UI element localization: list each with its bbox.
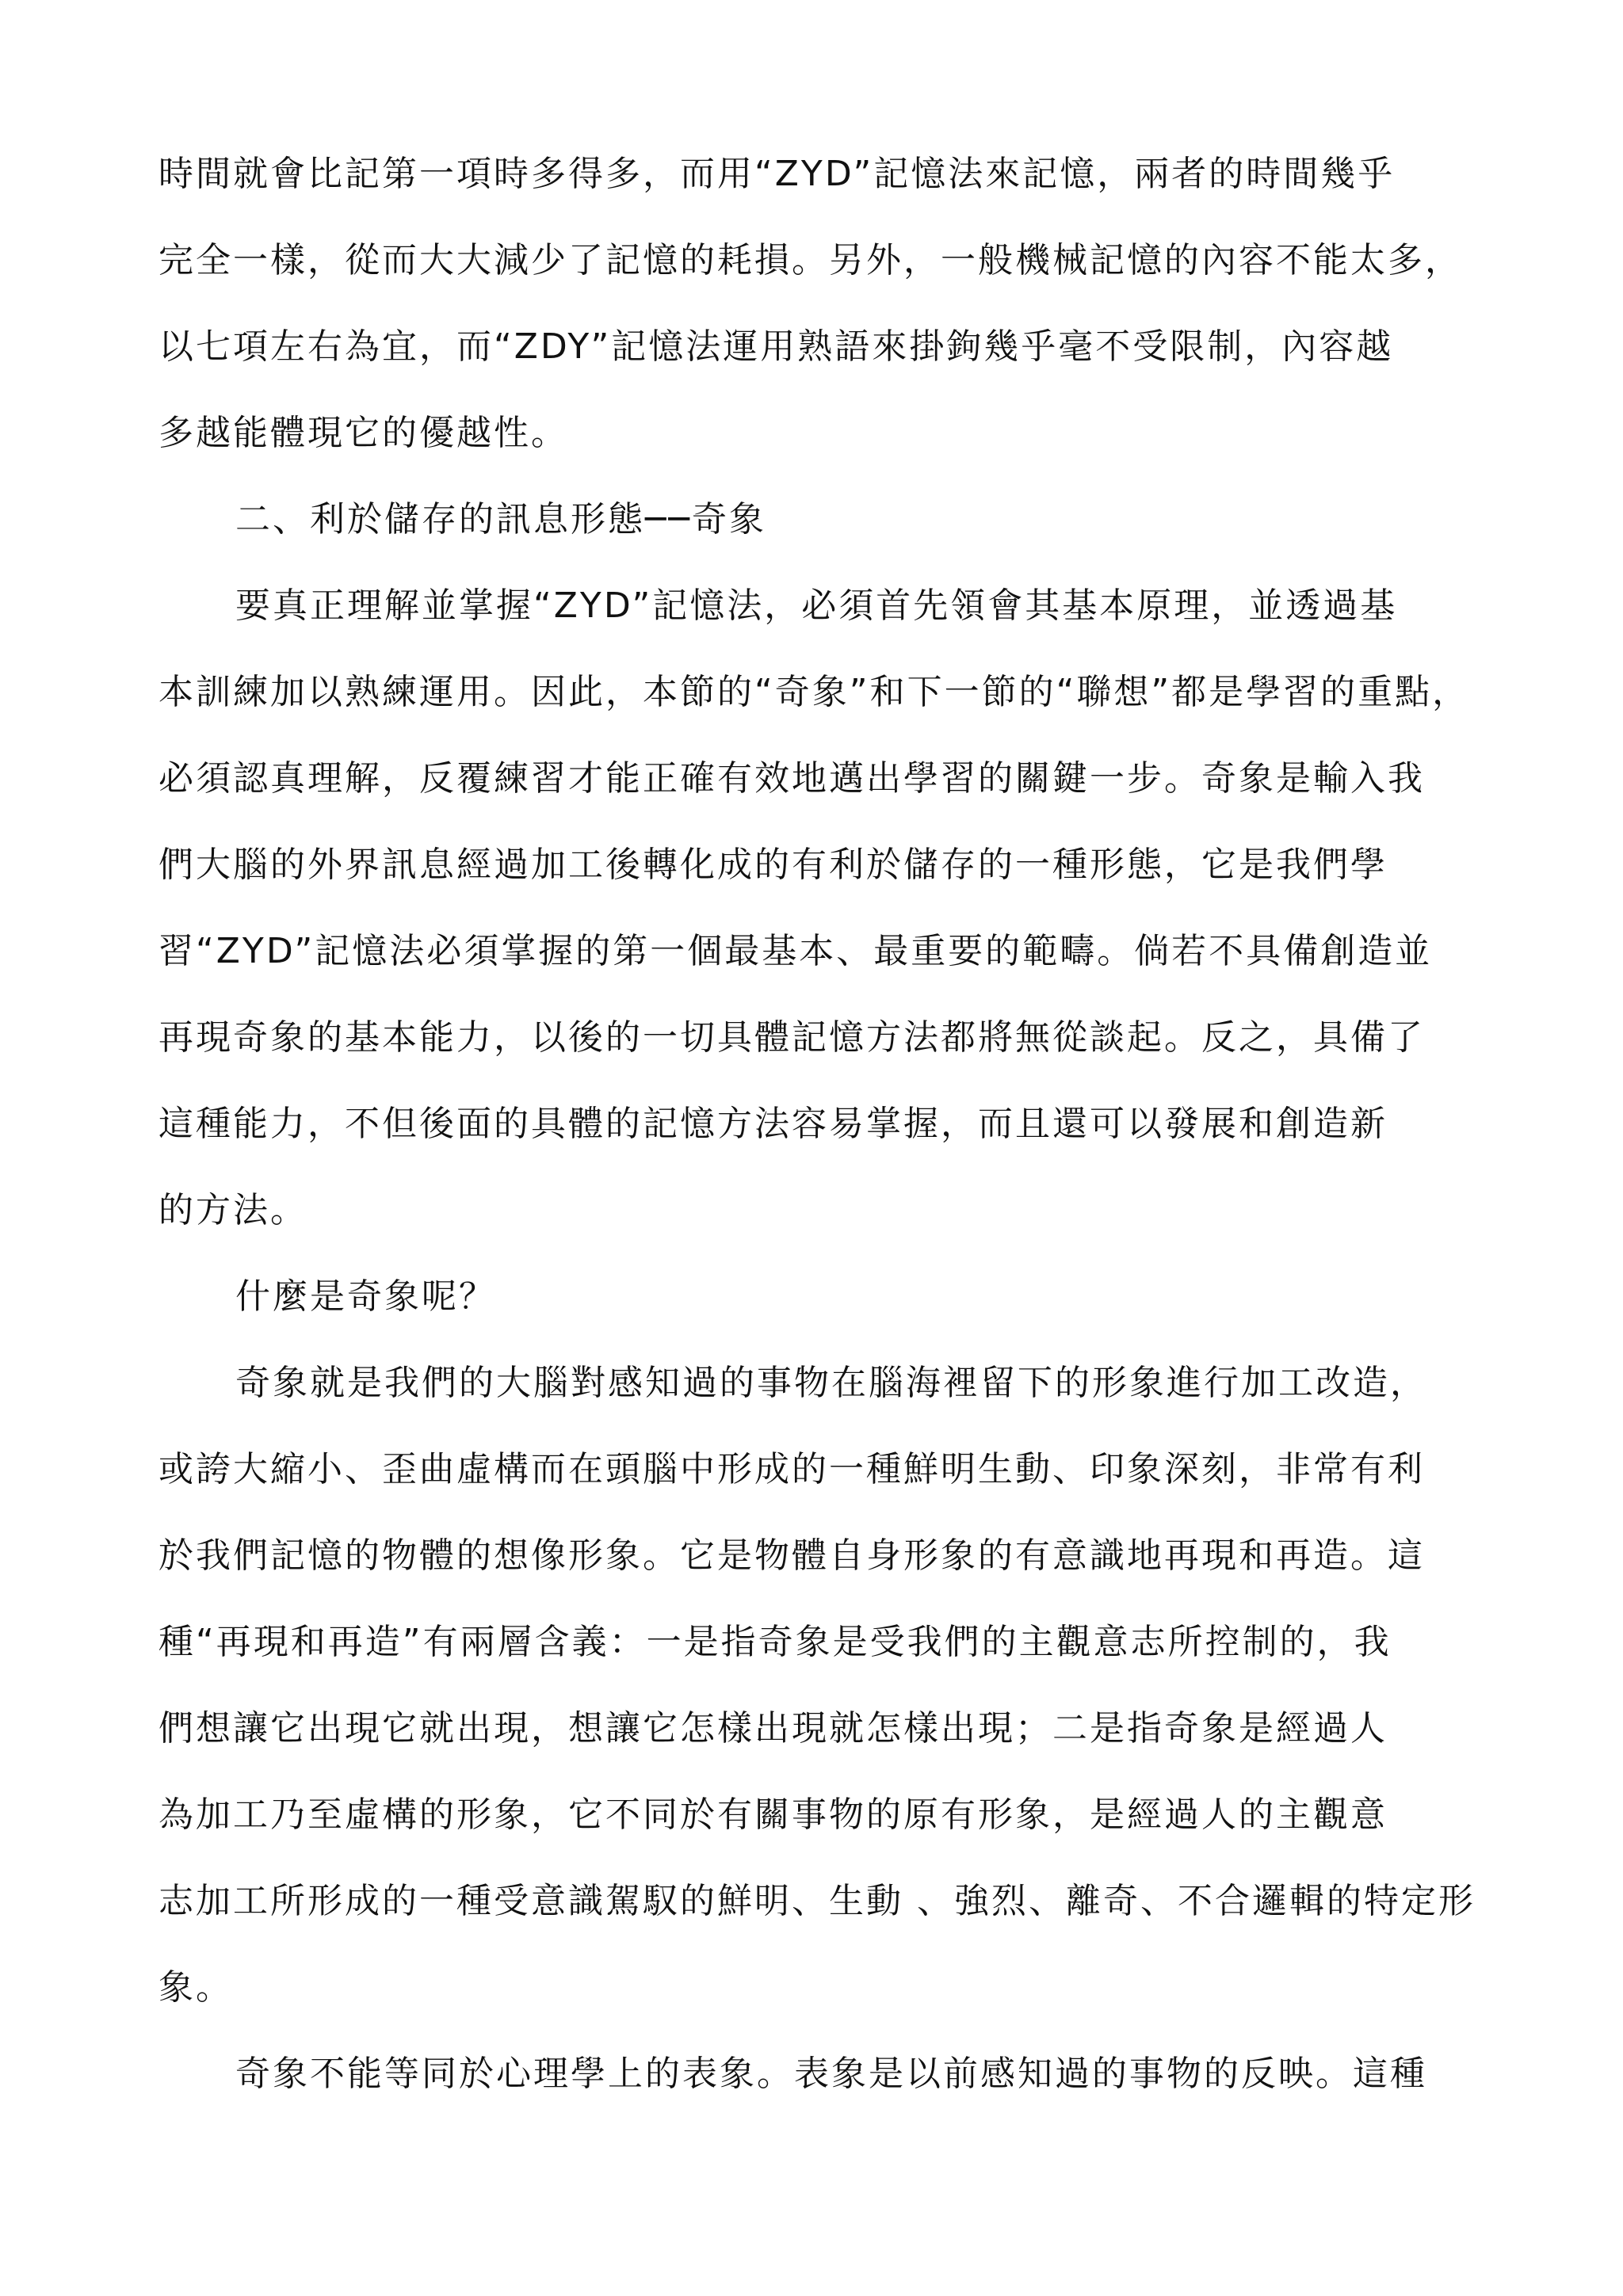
text-line: 志加工所形成的一種受意識駕馭的鮮明、生動 、強烈、離奇、不合邏輯的特定形 <box>158 1881 1476 1921</box>
text-line: 奇象就是我們的大腦對感知過的事物在腦海裡留下的形象進行加工改造， <box>235 1363 1427 1403</box>
text-line: 習“ZYD”記憶法必須掌握的第一個最基本、最重要的範疇。倘若不具備創造並 <box>158 931 1433 971</box>
text-line: 再現奇象的基本能力，以後的一切具體記憶方法都將無從談起。反之，具備了 <box>158 1017 1425 1058</box>
text-line: 奇象不能等同於心理學上的表象。表象是以前感知過的事物的反映。這種 <box>235 2054 1427 2094</box>
text-line: 們大腦的外界訊息經過加工後轉化成的有利於儲存的一種形態，它是我們學 <box>158 845 1388 885</box>
text-line: 們想讓它出現它就出現，想讓它怎樣出現就怎樣出現；二是指奇象是經過人 <box>158 1708 1388 1749</box>
text-line: 以七項左右為宜，而“ZDY”記憶法運用熟語來掛鉤幾乎毫不受限制，內容越 <box>158 326 1394 367</box>
text-line: 種“再現和再造”有兩層含義：一是指奇象是受我們的主觀意志所控制的，我 <box>158 1622 1392 1662</box>
text-line: 什麼是奇象呢？ <box>235 1276 496 1317</box>
text-line: 於我們記憶的物體的想像形象。它是物體自身形象的有意識地再現和再造。這 <box>158 1535 1425 1576</box>
text-line: 的方法。 <box>158 1190 307 1230</box>
text-line: 或誇大縮小、歪曲虛構而在頭腦中形成的一種鮮明生動、印象深刻，非常有利 <box>158 1449 1425 1489</box>
text-line: 完全一樣，從而大大減少了記憶的耗損。另外，一般機械記憶的內容不能太多， <box>158 240 1462 280</box>
text-line: 本訓練加以熟練運用。因此，本節的“奇象”和下一節的“聯想”都是學習的重點， <box>158 672 1470 712</box>
text-line: 要真正理解並掌握“ZYD”記憶法，必須首先領會其基本原理，並透過基 <box>235 585 1398 626</box>
body-text <box>158 151 1478 2137</box>
text-line: 象。 <box>158 1967 233 2008</box>
text-line: 多越能體現它的優越性。 <box>158 413 568 453</box>
text-line: 這種能力，不但後面的具體的記憶方法容易掌握，而且還可以發展和創造新 <box>158 1104 1388 1144</box>
text-line: 必須認真理解，反覆練習才能正確有效地邁出學習的關鍵一步。奇象是輸入我 <box>158 758 1425 799</box>
text-line: 為加工乃至虛構的形象，它不同於有關事物的原有形象，是經過人的主觀意 <box>158 1794 1388 1835</box>
text-line: 時間就會比記第一項時多得多，而用“ZYD”記憶法來記憶，兩者的時間幾乎 <box>158 154 1396 194</box>
section-heading: 二、利於儲存的訊息形態──奇象 <box>235 499 766 540</box>
